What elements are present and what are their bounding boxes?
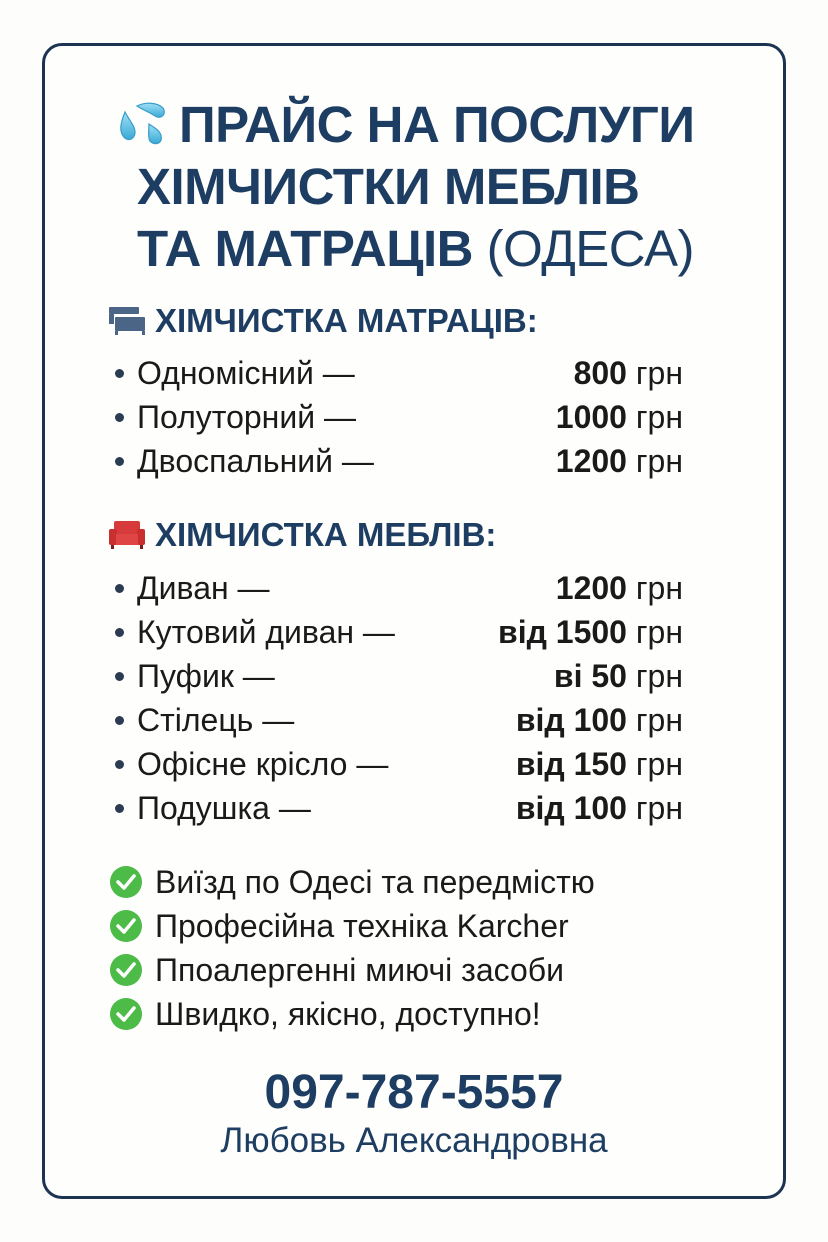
section-heading-furniture bbox=[107, 516, 496, 554]
armchair-icon bbox=[107, 519, 147, 551]
price-card bbox=[42, 43, 786, 1199]
bullet-icon bbox=[115, 804, 124, 813]
title-city: (ОДЕСА) bbox=[486, 220, 694, 277]
bullet-icon bbox=[115, 760, 124, 769]
title-line-1 bbox=[117, 94, 694, 160]
item-name: Полуторний — bbox=[137, 398, 356, 435]
item-name: Двоспальний — bbox=[137, 442, 374, 479]
item-price: від 150 грн bbox=[515, 745, 683, 782]
feature-text: Ппоалергенні миючі засоби bbox=[155, 951, 564, 988]
check-circle-icon bbox=[109, 953, 143, 987]
item-name: Офісне крісло — bbox=[137, 745, 389, 782]
bed-icon bbox=[107, 305, 147, 337]
price-row bbox=[109, 439, 683, 483]
furniture-heading-text: ХІМЧИСТКА МЕБЛІВ: bbox=[155, 516, 497, 553]
price-row bbox=[109, 654, 683, 698]
price-row bbox=[109, 395, 683, 439]
price-row bbox=[109, 742, 683, 786]
feature-text: Швидко, якісно, доступно! bbox=[155, 995, 541, 1032]
bullet-icon bbox=[115, 628, 124, 637]
feature-item bbox=[109, 860, 595, 904]
price-row bbox=[109, 351, 683, 395]
item-price: від 100 грн bbox=[515, 701, 683, 738]
bullet-icon bbox=[115, 716, 124, 725]
item-name: Диван — bbox=[137, 569, 270, 606]
item-price: 800 грн bbox=[573, 354, 683, 391]
feature-item bbox=[109, 992, 541, 1036]
title-line-2: ХІМЧИСТКИ МЕБЛІВ bbox=[137, 158, 640, 215]
price-row bbox=[109, 610, 683, 654]
feature-text: Професійна техніка Karcher bbox=[155, 907, 569, 944]
item-price: ві 50 грн bbox=[553, 657, 683, 694]
item-name: Подушка — bbox=[137, 789, 311, 826]
mattresses-heading-text: ХІМЧИСТКА МАТРАЦІВ: bbox=[155, 302, 538, 339]
sweat-droplets-icon bbox=[117, 98, 169, 160]
title-text-1: ПРАЙС НА ПОСЛУГИ bbox=[179, 96, 695, 153]
bullet-icon bbox=[115, 457, 124, 466]
title-line-3 bbox=[137, 218, 694, 280]
check-circle-icon bbox=[109, 865, 143, 899]
item-name: Пуфик — bbox=[137, 657, 275, 694]
section-heading-mattresses bbox=[107, 302, 538, 340]
item-price: від 100 грн bbox=[515, 789, 683, 826]
item-name: Стілець — bbox=[137, 701, 295, 738]
bullet-icon bbox=[115, 413, 124, 422]
check-circle-icon bbox=[109, 997, 143, 1031]
item-price: 1000 грн bbox=[555, 398, 683, 435]
item-price: 1200 грн bbox=[555, 442, 683, 479]
bullet-icon bbox=[115, 369, 124, 378]
title-text-3-bold: ТА МАТРАЦІВ bbox=[137, 220, 473, 277]
feature-item bbox=[109, 904, 569, 948]
item-price: 1200 грн bbox=[555, 569, 683, 606]
check-circle-icon bbox=[109, 909, 143, 943]
phone-number[interactable]: 097-787-5557 bbox=[264, 1066, 564, 1119]
price-row bbox=[109, 566, 683, 610]
contact-name: Любовь Александровна bbox=[220, 1121, 608, 1160]
item-price: від 1500 грн bbox=[498, 613, 683, 650]
bullet-icon bbox=[115, 672, 124, 681]
price-row bbox=[109, 786, 683, 830]
feature-text: Виїзд по Одесі та передмістю bbox=[155, 863, 595, 900]
feature-item bbox=[109, 948, 564, 992]
price-row bbox=[109, 698, 683, 742]
item-name: Одномісний — bbox=[137, 354, 355, 391]
bullet-icon bbox=[115, 584, 124, 593]
item-name: Кутовий диван — bbox=[137, 613, 395, 650]
